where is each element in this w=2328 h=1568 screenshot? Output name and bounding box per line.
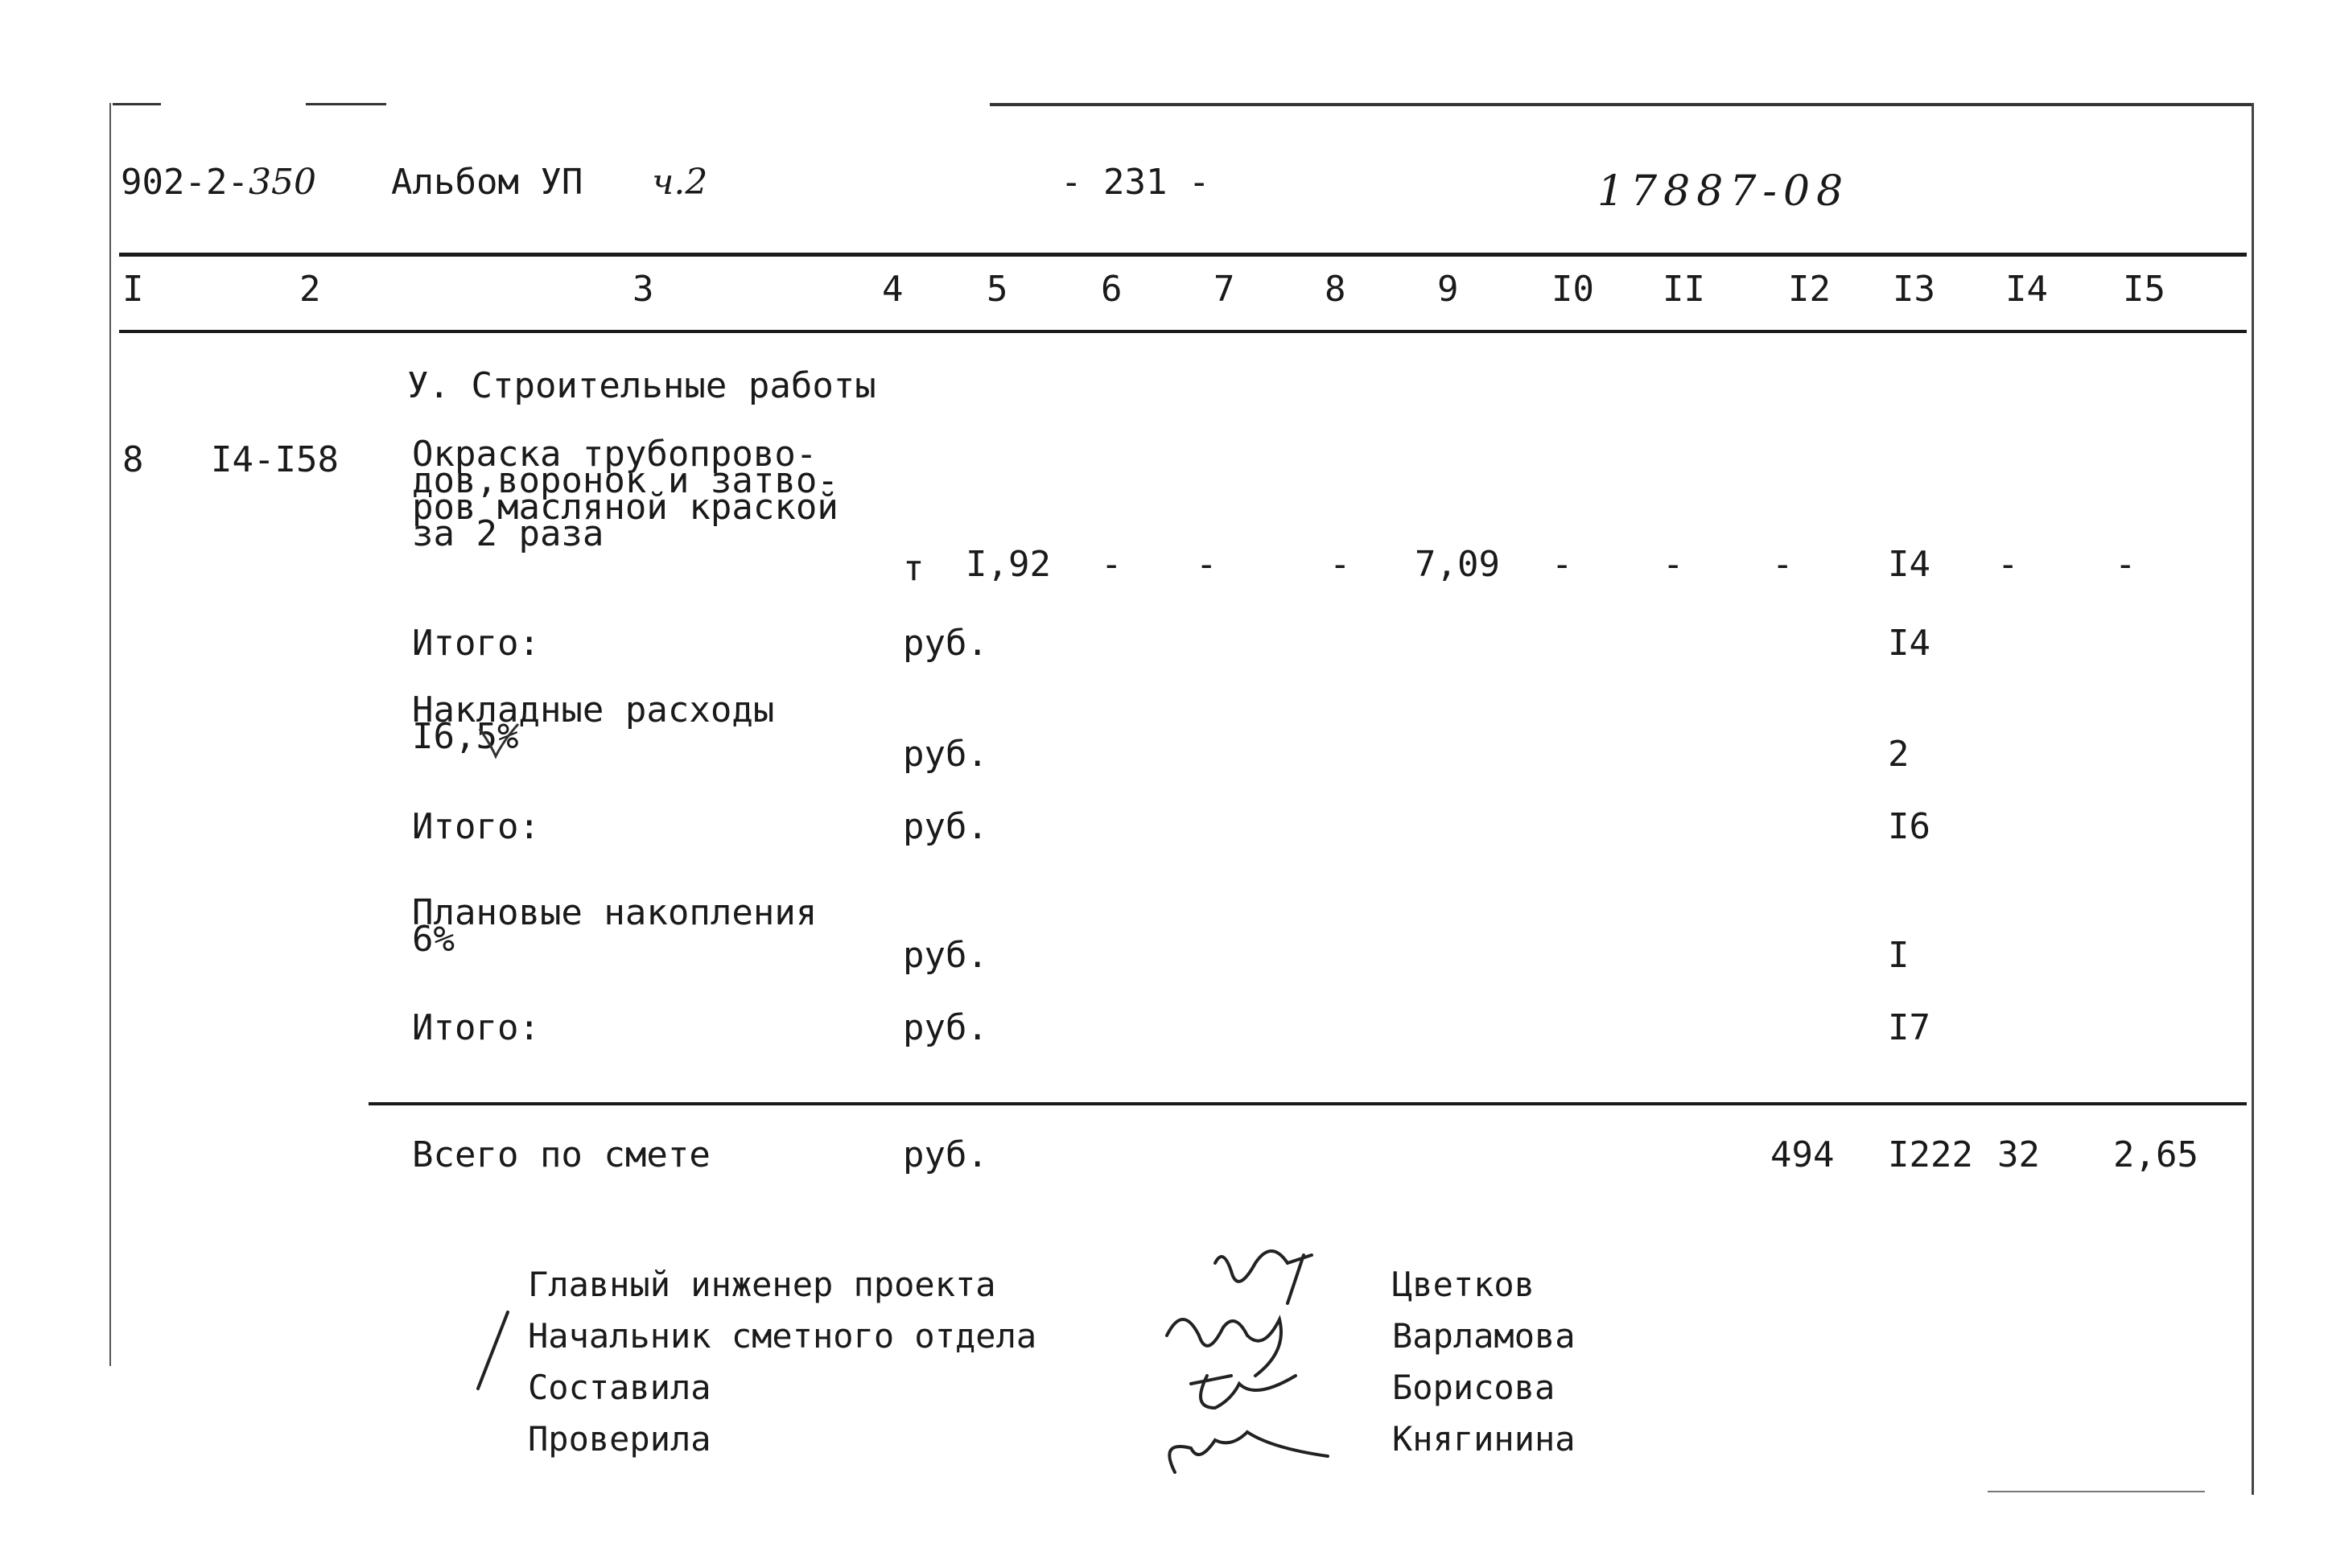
row-col13: 2 [1888,734,1910,775]
item-col6: - [1101,544,1123,585]
col-header-4: 4 [882,269,904,310]
item-col11: - [1663,544,1684,585]
row-label: Накладные расходы I6,5% [412,689,775,757]
top-border-dash [113,103,161,105]
total-col12: 494 [1770,1134,1835,1175]
item-unit: т [903,548,925,589]
row-unit: руб. [903,806,988,847]
item-col15: - [2115,544,2136,585]
row-label: Итого: [412,806,540,847]
total-unit: руб. [903,1134,988,1175]
row-col13: I7 [1888,1007,1930,1048]
item-col9: 7,09 [1415,544,1500,585]
item-description: Окраска трубопрово- дов,воронок и затво- ров масляной краской за 2 раза [412,434,838,554]
signature-stroke [1167,1319,1281,1376]
item-code: I4-I58 [211,439,339,480]
row-col13: I [1888,935,1910,976]
row-col13: I4 [1888,623,1930,664]
row-label: Итого: [412,623,540,664]
col-header-6: 6 [1101,269,1123,310]
album-part: ч.2 [652,162,708,203]
col-header-13: I3 [1893,269,1935,310]
total-col15: 2,65 [2113,1134,2198,1175]
col-header-7: 7 [1213,269,1235,310]
signature-role: Начальник сметного отдела [528,1316,1037,1356]
handwritten-tick-mark [475,721,523,761]
signature-name: Княгинина [1392,1419,1576,1459]
row-unit: руб. [903,1007,988,1048]
album-label: Альбом УП [391,162,583,203]
col-header-15: I5 [2123,269,2165,310]
signature-stroke [1169,1432,1328,1472]
col-header-12: I2 [1788,269,1831,310]
item-col14: - [1997,544,2019,585]
item-col12: - [1772,544,1794,585]
handwritten-slash-mark [472,1308,512,1397]
signature-role: Составила [528,1368,711,1407]
col-header-5: 5 [987,269,1008,310]
item-col13: I4 [1888,544,1930,585]
col-header-11: II [1663,269,1705,310]
signature-stroke [1215,1251,1312,1303]
col-header-10: I0 [1551,269,1594,310]
section-title: У. Строительные работы [407,365,876,406]
header-rule-bottom [119,330,2247,333]
doc-number: 17887-08 [1597,167,1850,216]
signature-role: Проверила [528,1419,711,1459]
signature-name: Цветков [1392,1265,1535,1304]
row-label: Итого: [412,1007,540,1048]
item-col7: - [1196,544,1218,585]
col-header-9: 9 [1437,269,1459,310]
item-col10: - [1551,544,1573,585]
signature-name: Борисова [1392,1368,1555,1407]
row-col13: I6 [1888,806,1930,847]
top-border-dash [306,103,386,105]
doc-code: 902-2-350 [121,162,316,203]
row-unit: руб. [903,935,988,976]
row-unit: руб. [903,623,988,664]
total-col13: I222 [1888,1134,1973,1175]
col-header-2: 2 [299,269,321,310]
bottom-border-dash [1988,1491,2205,1492]
col-header-3: 3 [632,269,654,310]
total-rule [369,1102,2247,1105]
col-header-1: I [122,269,144,310]
item-number: 8 [122,439,144,480]
signature-role: Главный инженер проекта [528,1265,996,1304]
top-border-dash [990,103,2253,106]
left-border [109,103,111,1366]
row-unit: руб. [903,734,988,775]
page-number: - 231 - [1061,162,1210,203]
signature-stroke [1191,1376,1296,1408]
right-border [2252,103,2254,1495]
total-label: Всего по смете [412,1134,711,1175]
signature-name: Варламова [1392,1316,1576,1356]
col-header-8: 8 [1325,269,1346,310]
handwritten-signatures [1143,1231,1400,1504]
col-header-14: I4 [2005,269,2048,310]
header-rule-top [119,253,2247,257]
row-label: Плановые накопления 6% [412,892,818,960]
total-col14: 32 [1997,1134,2040,1175]
item-col8: - [1329,544,1351,585]
item-col5: I,92 [966,544,1051,585]
